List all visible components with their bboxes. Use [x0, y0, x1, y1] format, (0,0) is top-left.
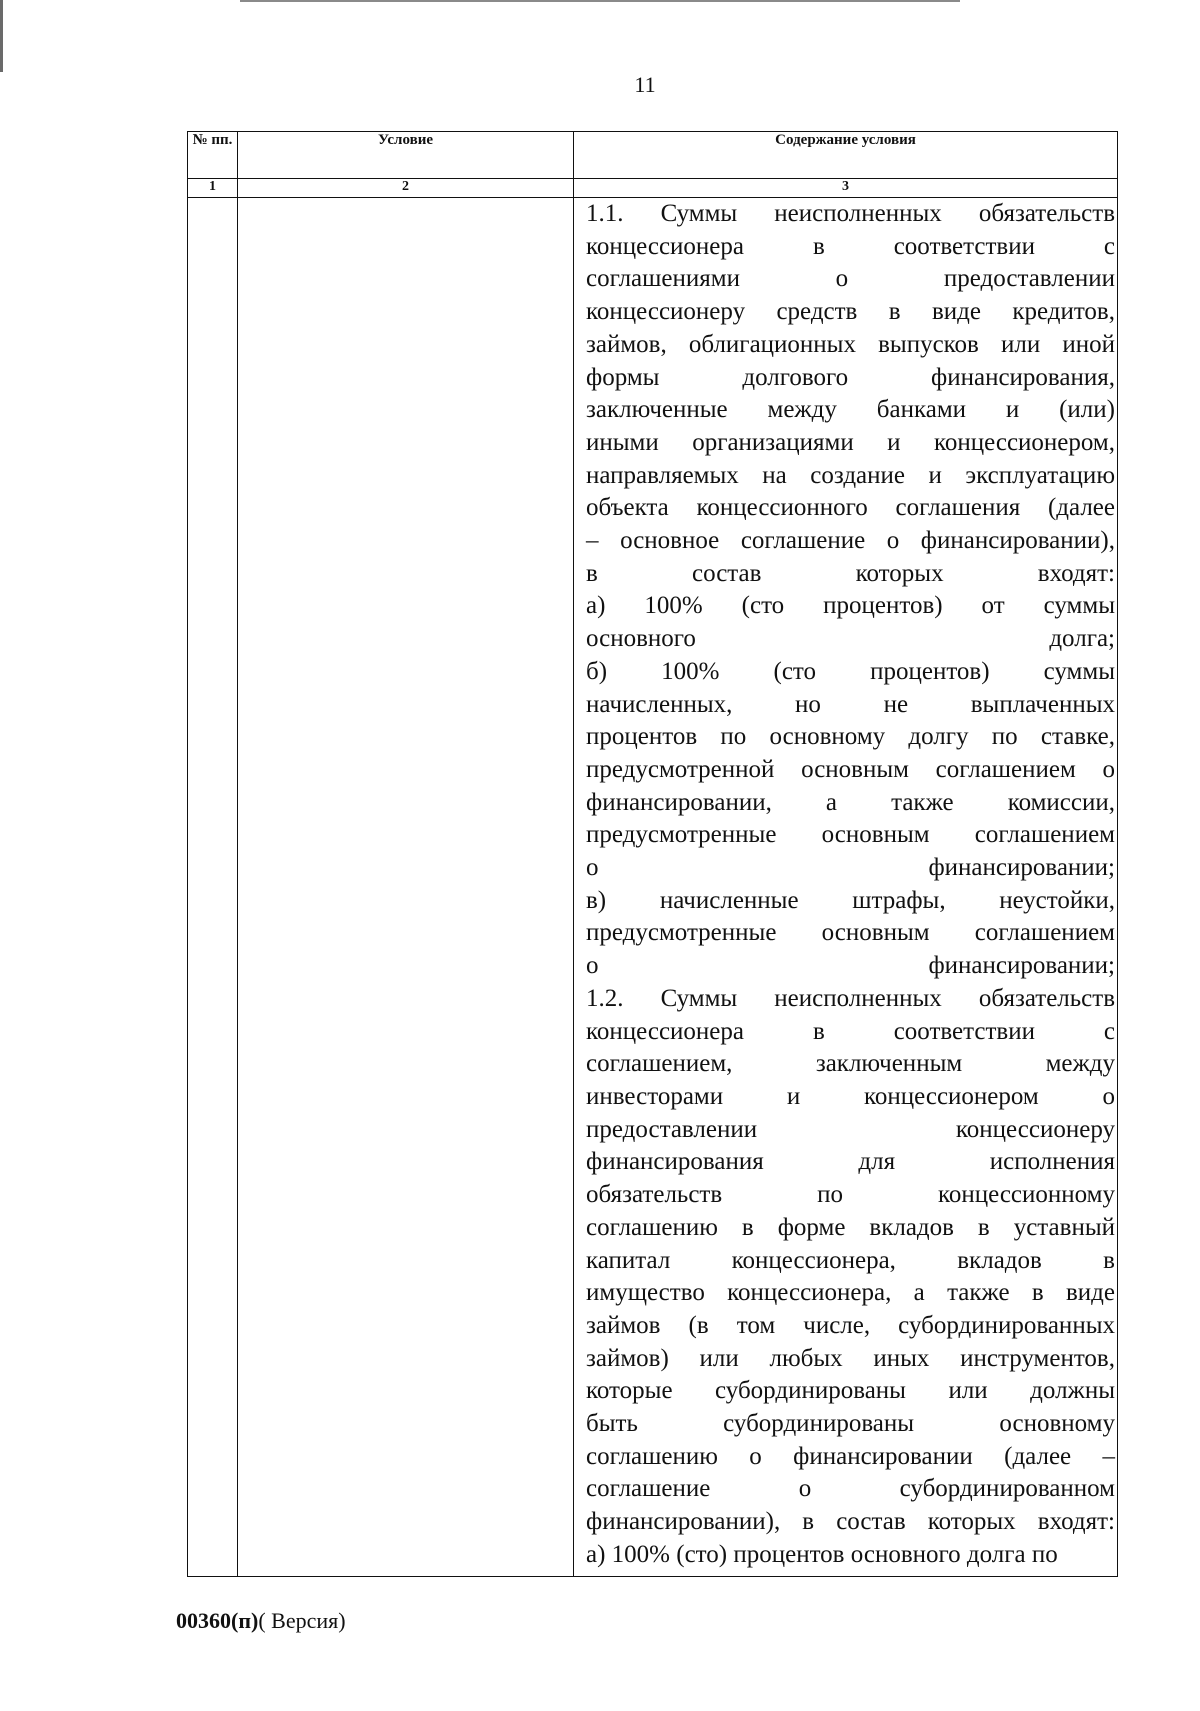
content-line: займов, облигационных выпусков или иной [586, 330, 1115, 358]
content-line: о финансировании; [586, 952, 1115, 980]
conditions-table [187, 131, 1118, 1577]
document-version-label: ( Версия) [258, 1608, 346, 1633]
row-number-cell [188, 198, 238, 1577]
condition-cell [238, 198, 574, 1577]
content-line: иными организациями и концессионером, [586, 428, 1115, 456]
table-row [188, 198, 1118, 1577]
content-line: основного долга; [586, 625, 1115, 653]
header-number: № пп. [188, 132, 238, 179]
content-line: которые субординированы или должны [586, 1377, 1115, 1405]
content-line: а) 100% (сто процентов) от суммы [586, 592, 1115, 620]
content-line: о финансировании; [586, 854, 1115, 882]
content-line: 1.1. Суммы неисполненных обязательств [586, 200, 1115, 227]
content-line: предусмотренные основным соглашением [586, 821, 1115, 849]
column-number-1: 1 [188, 179, 238, 198]
content-line: – основное соглашение о финансировании), [586, 527, 1115, 555]
document-code: 00360(п) [176, 1608, 259, 1633]
content-line: финансировании), в состав которых входят: [586, 1508, 1115, 1536]
content-line: а) 100% (сто) процентов основного долга по [586, 1540, 1058, 1568]
content-line: предусмотренные основным соглашением [586, 919, 1115, 947]
content-line: имущество концессионера, а также в виде [586, 1279, 1115, 1307]
content-line: соглашению о финансировании (далее – [586, 1442, 1115, 1470]
content-line: процентов по основному долгу по ставке, [586, 723, 1115, 751]
content-line: концессионеру средств в виде кредитов, [586, 298, 1115, 326]
document-version-footer [176, 1608, 346, 1634]
content-line: концессионера в соответствии с [586, 1017, 1115, 1045]
content-line: соглашению в форме вкладов в уставный [586, 1213, 1115, 1241]
content-line: начисленных, но не выплаченных [586, 690, 1115, 718]
content-line: формы долгового финансирования, [586, 363, 1115, 391]
column-number-2: 2 [238, 179, 574, 198]
content-line: финансировании, а также комиссии, [586, 788, 1115, 816]
content-line: соглашением, заключенным между [586, 1050, 1115, 1078]
content-line: предусмотренной основным соглашением о [586, 755, 1115, 783]
content-line: финансирования для исполнения [586, 1148, 1115, 1176]
content-line: объекта концессионного соглашения (далее [586, 494, 1115, 522]
scan-top-rule [240, 0, 960, 2]
condition-content-cell [574, 198, 1118, 1577]
content-line: в состав которых входят: [586, 559, 1115, 587]
content-line: капитал концессионера, вкладов в [586, 1246, 1115, 1274]
content-line: заключенные между банками и (или) [586, 396, 1115, 424]
content-line: направляемых на создание и эксплуатацию [586, 461, 1115, 489]
content-line: соглашениями о предоставлении [586, 265, 1115, 293]
header-content: Содержание условия [574, 132, 1118, 179]
content-line: б) 100% (сто процентов) суммы [586, 657, 1115, 685]
content-line: в) начисленные штрафы, неустойки, [586, 886, 1115, 914]
header-condition: Условие [238, 132, 574, 179]
content-line: концессионера в соответствии с [586, 232, 1115, 260]
content-line: займов) или любых иных инструментов, [586, 1344, 1115, 1372]
scan-left-edge [0, 0, 3, 72]
content-line: предоставлении концессионеру [586, 1115, 1115, 1143]
content-line: быть субординированы основному [586, 1410, 1115, 1438]
content-line: соглашение о субординированном [586, 1475, 1115, 1503]
column-number-row [188, 179, 1118, 198]
page-number: 11 [634, 72, 656, 97]
content-line: обязательств по концессионному [586, 1181, 1115, 1209]
condition-content-text [586, 198, 1115, 1572]
content-line: 1.2. Суммы неисполненных обязательств [586, 984, 1115, 1012]
column-number-3: 3 [574, 179, 1118, 198]
table-header-row [188, 132, 1118, 179]
content-line: инвесторами и концессионером о [586, 1082, 1115, 1110]
content-line: займов (в том числе, субординированных [586, 1311, 1115, 1339]
